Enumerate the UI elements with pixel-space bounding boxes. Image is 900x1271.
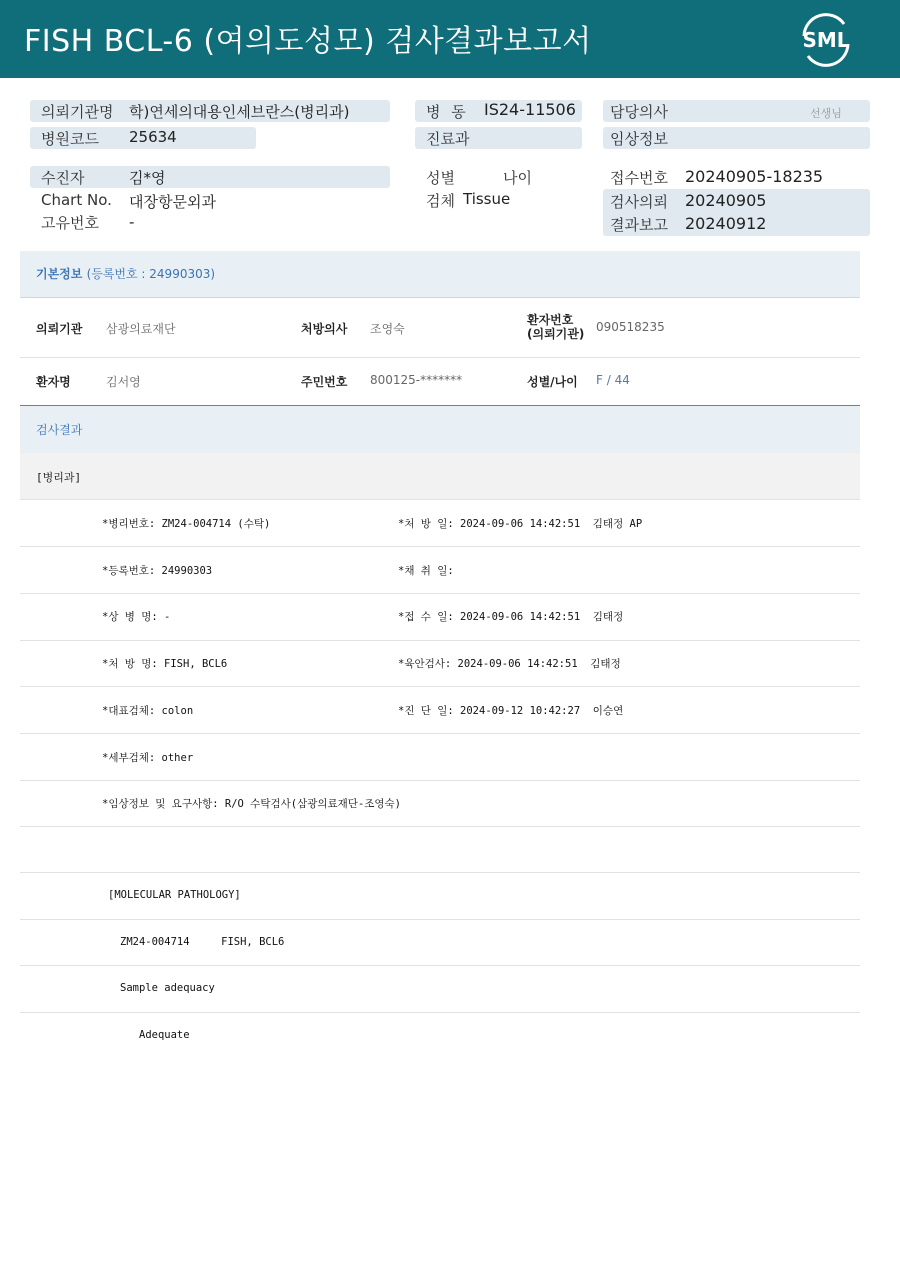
patno-key: 환자번호 (의뢰기관) <box>527 313 585 341</box>
sml-logo <box>796 12 856 68</box>
requesting-org-label: 의뢰기관명 <box>41 103 114 121</box>
unique-label: 고유번호 <box>41 214 99 232</box>
result-line-left: *임상정보 및 요구사항: R/O 수탁검사(삼광의료재단-조영숙) <box>102 798 402 810</box>
patno-value: 090518235 <box>596 320 665 334</box>
rrn-value: 800125-******* <box>370 373 463 387</box>
org-value: 삼광의료재단 <box>106 322 176 336</box>
result-line-right: *육안검사: 2024-09-06 14:42:51 김태정 <box>398 658 621 670</box>
adequacy-value: Adequate <box>139 1029 190 1041</box>
ward-label: 병 동 <box>426 103 466 121</box>
results-header <box>20 406 860 453</box>
request-label: 검사의뢰 <box>610 193 668 211</box>
hospital-code-value: 25634 <box>129 128 177 146</box>
dept-label: [병리과] <box>36 471 82 484</box>
result-row-divider <box>20 546 860 547</box>
dept-label: 진료과 <box>426 130 470 148</box>
sexage-value: F / 44 <box>596 373 630 387</box>
org-key: 의뢰기관 <box>36 322 83 336</box>
prescriber-value: 조영숙 <box>370 322 405 336</box>
patient-value: 김*영 <box>129 169 166 187</box>
result-line-right: *진 단 일: 2024-09-12 10:42:27 이승연 <box>398 705 624 717</box>
sex-label: 성별 <box>426 169 455 187</box>
chart-value: 대장항문외과 <box>129 193 216 211</box>
clinical-label: 임상정보 <box>610 130 668 148</box>
adequacy-label: Sample adequacy <box>120 982 215 994</box>
logo-text: SML <box>802 28 850 52</box>
result-row-divider <box>20 593 860 594</box>
result-line-left: *등록번호: 24990303 <box>102 565 213 577</box>
result-row-divider <box>20 686 860 687</box>
age-label: 나이 <box>503 169 532 187</box>
result-row-divider <box>20 1012 860 1013</box>
basic-info-header <box>20 251 860 298</box>
result-row-divider <box>20 780 860 781</box>
name-value: 김서영 <box>106 375 141 389</box>
name-key: 환자명 <box>36 375 71 389</box>
request-value: 20240905 <box>685 191 767 210</box>
specimen-label: 검체 <box>426 192 455 210</box>
patient-label: 수진자 <box>41 169 85 187</box>
result-line-left: *상 병 명: - <box>102 611 171 623</box>
result-row-divider <box>20 965 860 966</box>
result-row-divider <box>20 919 860 920</box>
result-line-left: *병리번호: ZM24-004714 (수탁) <box>102 518 271 530</box>
prescriber-key: 처방의사 <box>301 322 348 336</box>
result-line-right: *접 수 일: 2024-09-06 14:42:51 김태정 <box>398 611 624 623</box>
basic-info-title: 기본정보 (등록번호 : 24990303) <box>36 267 216 281</box>
result-line-left: *세부검체: other <box>102 752 194 764</box>
rrn-key: 주민번호 <box>301 375 348 389</box>
result-row-divider <box>20 733 860 734</box>
specimen-value: Tissue <box>463 190 511 208</box>
receipt-value: 20240905-18235 <box>685 167 824 186</box>
ward-value: IS24-11506 <box>484 100 576 119</box>
result-row-divider <box>20 826 860 827</box>
result-line-right: *채 취 일: <box>398 565 454 577</box>
doctor-label: 담당의사 <box>610 103 668 121</box>
result-row-divider <box>20 872 860 873</box>
report-label: 결과보고 <box>610 216 668 234</box>
molecular-line: ZM24-004714 FISH, BCL6 <box>120 936 285 948</box>
reg-note: (등록번호 : 24990303) <box>86 267 216 281</box>
chart-label: Chart No. <box>41 191 112 209</box>
report-header <box>0 0 900 78</box>
sexage-key: 성별/나이 <box>527 375 578 389</box>
result-line-left: *처 방 명: FISH, BCL6 <box>102 658 228 670</box>
hospital-code-label: 병원코드 <box>41 130 99 148</box>
result-line-left: *대표검체: colon <box>102 705 194 717</box>
basic-row-divider <box>20 357 860 358</box>
receipt-label: 접수번호 <box>610 169 668 187</box>
results-title: 검사결과 <box>36 423 83 437</box>
result-line-right: *처 방 일: 2024-09-06 14:42:51 김태정 AP <box>398 518 643 530</box>
dept-band <box>20 453 860 500</box>
report-value: 20240912 <box>685 214 767 233</box>
result-row-divider <box>20 640 860 641</box>
unique-value: - <box>129 213 135 231</box>
requesting-org-value: 학)연세의대용인세브란스(병리과) <box>129 103 350 121</box>
doctor-suffix: 선생님 <box>810 107 842 120</box>
report-title: FISH BCL-6 (여의도성모) 검사결과보고서 <box>24 24 592 59</box>
molecular-title: [MOLECULAR PATHOLOGY] <box>108 889 241 901</box>
